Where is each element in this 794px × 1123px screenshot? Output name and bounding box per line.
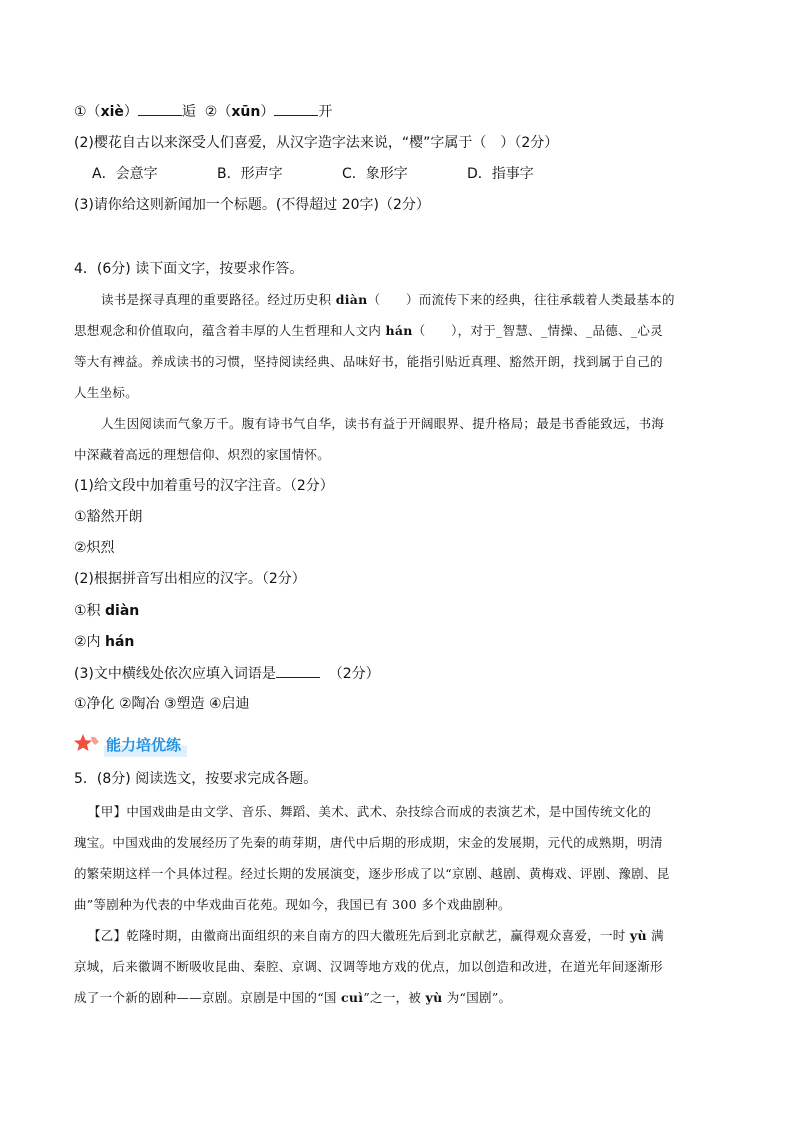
star-icon [74,733,100,755]
q4-passage-line: 等大有裨益。养成读书的习惯，坚持阅读经典、品味好书，能指引贴近真理、豁然开朗，找到属于自己的 [74,354,663,369]
q4-passage-line: 读书是探寻真理的重要路径。经过历史积 diàn（ ）而流传下来的经典，往往承载着人类最基本的 [101,292,675,307]
q4-sub2: (2)根据拼音写出相应的汉字。（2分） [74,571,306,587]
q4-passage-line: 思想观念和价值取向，蕴含着丰厚的人生哲理和人文内 hán（ ），对于_智慧、_情操、_品德、_心灵 [74,323,664,338]
q4-sub2-item: ②内 hán [74,634,135,650]
q4-sub1-item: ②炽烈 [74,540,115,556]
q4-sub3-options: ①净化 ②陶冶 ③塑造 ④启迪 [74,696,250,712]
q4-sub1: (1)给文段中加着重号的汉字注音。（2分） [74,478,334,494]
q3-sub2-text: (2)樱花自古以来深受人们喜爱，从汉字造字法来说，“樱”字属于（ ）（2分） [74,135,559,151]
q5-yi-line: 【乙】乾隆时期，由徽商出面组织的来自南方的四大徽班先后到北京献艺，赢得观众喜爱，一时 yù 满 [88,928,664,943]
q4-sub1-item: ①豁然开朗 [74,509,143,525]
option-d: D．指事字 [467,166,534,182]
section-title: 能力培优练 [104,732,187,757]
q5-jia-line: 曲”等剧种为代表的中华戏曲百花苑。现如今，我国已有 300 多个戏曲剧种。 [74,897,511,912]
q5-jia-line: 的繁荣期这样一个具体过程。经过长期的发展演变，逐步形成了以“京剧、越剧、黄梅戏、评剧、豫剧、昆 [74,866,670,881]
q3-sub1: ①（xiè） 逅 ②（xūn） 开 [74,101,332,122]
q5-header: 5．(8分) 阅读选文，按要求完成各题。 [74,771,318,787]
q3-sub2-options [92,164,592,184]
q4-sub3: (3)文中横线处依次应填入词语是 （2分） [74,663,380,684]
q5-yi-line: 成了一个新的剧种——京剧。京剧是中国的“国 cuì”之一，被 yù 为“国剧”。 [74,990,512,1005]
q4-sub2-item: ①积 diàn [74,603,140,619]
option-a: A．会意字 [92,166,158,182]
answer-blank [274,101,318,116]
answer-blank [138,101,182,116]
section-banner [74,731,187,757]
option-c: C．象形字 [342,166,408,182]
q4-passage-line: 人生因阅读而气象万千。腹有诗书气自华，读书有益于开阔眼界、提升格局；最是书香能致远，书海 [101,416,665,431]
q5-yi-line: 京城，后来徽调不断吸收昆曲、秦腔、京调、汉调等地方戏的优点，加以创造和改进，在道光年间逐渐形 [74,959,663,974]
q4-passage-line: 人生坐标。 [74,385,139,400]
q5-jia-line: 瑰宝。中国戏曲的发展经历了先秦的萌芽期，唐代中后期的形成期，宋金的发展期，元代的成熟期，明清 [74,835,663,850]
q3-sub3-text: (3)请你给这则新闻加一个标题。(不得超过 20字)（2分） [74,197,430,213]
q4-passage-line: 中深藏着高远的理想信仰、炽烈的家国情怀。 [74,447,331,462]
option-b: B．形声字 [217,166,283,182]
answer-blank [276,663,320,678]
q5-jia-line: 【甲】中国戏曲是由文学、音乐、舞蹈、美术、武术、杂技综合而成的表演艺术，是中国传统文化的 [88,804,652,819]
q4-header: 4．(6分) 读下面文字，按要求作答。 [74,261,304,277]
